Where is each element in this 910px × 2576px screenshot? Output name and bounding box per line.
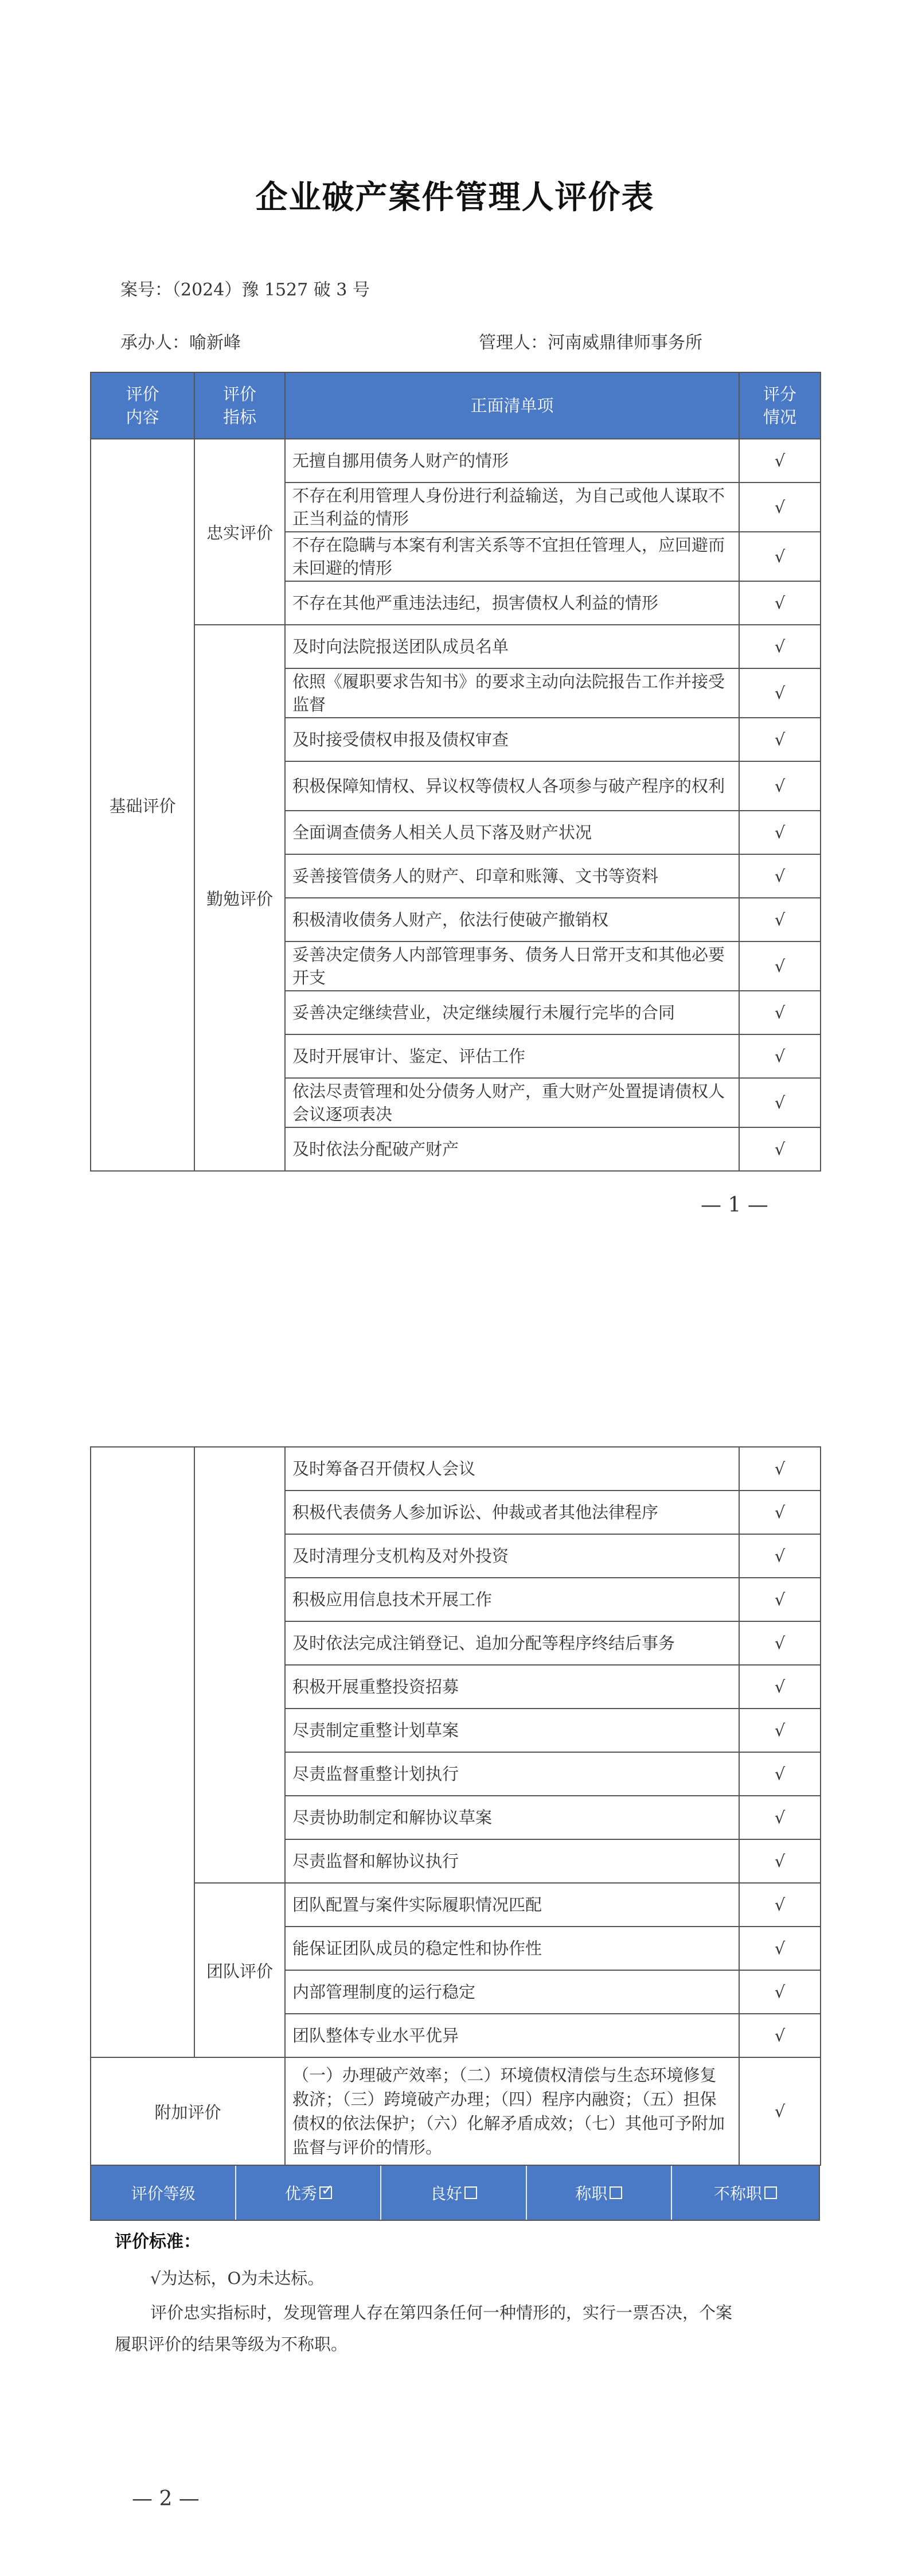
list-item: 依法尽责管理和处分债务人财产，重大财产处置提请债权人会议逐项表决: [285, 1078, 739, 1127]
list-item: 妥善接管债务人的财产、印章和账簿、文书等资料: [285, 854, 739, 898]
indicator-loyalty: 忠实评价: [194, 439, 285, 625]
check-mark: √: [739, 811, 821, 854]
list-item: 及时开展审计、鉴定、评估工作: [285, 1034, 739, 1078]
grade-excellent[interactable]: [236, 2166, 381, 2220]
list-item: 妥善决定债务人内部管理事务、债务人日常开支和其他必要开支: [285, 941, 739, 991]
check-mark: √: [739, 761, 821, 811]
list-item: 及时向法院报送团队成员名单: [285, 625, 739, 668]
list-item: 尽责监督重整计划执行: [285, 1752, 739, 1796]
indicator-diligence: 勤勉评价: [194, 625, 285, 1171]
list-item: 积极应用信息技术开展工作: [285, 1578, 739, 1621]
check-mark: √: [739, 625, 821, 668]
check-mark: √: [739, 1883, 821, 1927]
grade-bar: [90, 2165, 820, 2221]
check-mark: √: [739, 1534, 821, 1578]
grade-good-label: 良好: [430, 2184, 463, 2203]
evaluation-table-page1: [90, 372, 821, 1172]
header-score: 评分 情况: [739, 372, 821, 439]
check-mark: √: [739, 1578, 821, 1621]
checkbox-icon[interactable]: [764, 2186, 777, 2199]
list-item: 尽责监督和解协议执行: [285, 1839, 739, 1883]
grade-incompetent-label: 不称职: [713, 2184, 762, 2203]
check-mark: √: [739, 1796, 821, 1839]
grade-incompetent[interactable]: [672, 2166, 819, 2220]
check-mark: √: [739, 1970, 821, 2014]
list-item: 能保证团队成员的稳定性和协作性: [285, 1927, 739, 1970]
case-number: 案号：（2024）豫 1527 破 3 号: [120, 280, 370, 300]
standard-legend: √为达标，O为未达标。: [150, 2268, 325, 2288]
grade-good[interactable]: [381, 2166, 526, 2220]
indicator-team: 团队评价: [194, 1883, 285, 2057]
list-item: 积极保障知情权、异议权等债权人各项参与破产程序的权利: [285, 761, 739, 811]
grade-excellent-label: 优秀: [284, 2184, 317, 2203]
grade-competent[interactable]: [527, 2166, 672, 2220]
list-item: 团队整体专业水平优异: [285, 2014, 739, 2057]
check-mark: √: [739, 2014, 821, 2057]
checked-box-icon[interactable]: [319, 2186, 332, 2199]
list-item: 及时接受债权申报及债权审查: [285, 718, 739, 761]
check-mark: √: [739, 439, 821, 482]
additional-item: （一）办理破产效率；（二）环境债权清偿与生态环境修复救济；（三）跨境破产办理；（四）程序内融资；（五）担保债权的依法保护；（六）化解矛盾成效；（七）其他可予附加监督与评价的情形。: [285, 2057, 739, 2165]
grade-competent-label: 称职: [575, 2184, 608, 2203]
check-mark: √: [739, 2057, 821, 2165]
header-eval-indicator: 评价 指标: [194, 372, 285, 439]
table-header-row: [91, 372, 821, 439]
standard-rule-line1: 评价忠实指标时，发现管理人存在第四条任何一种情形的，实行一票否决，个案: [150, 2303, 733, 2322]
list-item: 全面调查债务人相关人员下落及财产状况: [285, 811, 739, 854]
check-mark: √: [739, 1447, 821, 1491]
list-item: 不存在其他严重违法违纪，损害债权人利益的情形: [285, 581, 739, 625]
check-mark: √: [739, 1078, 821, 1127]
check-mark: √: [739, 1709, 821, 1752]
table-row: [91, 1883, 821, 1927]
list-item: 内部管理制度的运行稳定: [285, 1970, 739, 2014]
page-title: 企业破产案件管理人评价表: [255, 178, 655, 216]
check-mark: √: [739, 1127, 821, 1171]
list-item: 尽责协助制定和解协议草案: [285, 1796, 739, 1839]
check-mark: √: [739, 1665, 821, 1709]
header-eval-content: 评价 内容: [91, 372, 194, 439]
list-item: 不存在利用管理人身份进行利益输送，为自己或他人谋取不正当利益的情形: [285, 482, 739, 532]
header-positive-list: 正面清单项: [285, 372, 739, 439]
list-item: 妥善决定继续营业，决定继续履行未履行完毕的合同: [285, 991, 739, 1034]
check-mark: √: [739, 1927, 821, 1970]
check-mark: √: [739, 898, 821, 941]
list-item: 无擅自挪用债务人财产的情形: [285, 439, 739, 482]
category-basic: 基础评价: [91, 439, 194, 1171]
list-item: 积极代表债务人参加诉讼、仲裁或者其他法律程序: [285, 1491, 739, 1534]
check-mark: √: [739, 532, 821, 581]
administrator: 管理人：河南威鼎律师事务所: [479, 333, 702, 353]
check-mark: √: [739, 1621, 821, 1665]
list-item: 及时依法完成注销登记、追加分配等程序终结后事务: [285, 1621, 739, 1665]
check-mark: √: [739, 1034, 821, 1078]
checkbox-icon[interactable]: [610, 2186, 622, 2199]
table-row: [91, 1447, 821, 1491]
checkbox-icon[interactable]: [464, 2186, 477, 2199]
check-mark: √: [739, 941, 821, 991]
check-mark: √: [739, 482, 821, 532]
check-mark: √: [739, 718, 821, 761]
list-item: 尽责制定重整计划草案: [285, 1709, 739, 1752]
grade-label: 评价等级: [91, 2166, 236, 2220]
page-number-1: — 1 —: [701, 1193, 768, 1217]
check-mark: √: [739, 1752, 821, 1796]
check-mark: √: [739, 581, 821, 625]
list-item: 不存在隐瞒与本案有利害关系等不宜担任管理人，应回避而未回避的情形: [285, 532, 739, 581]
handler: 承办人：喻新峰: [120, 333, 241, 353]
list-item: 及时筹备召开债权人会议: [285, 1447, 739, 1491]
list-item: 积极清收债务人财产，依法行使破产撤销权: [285, 898, 739, 941]
table-row-additional: [91, 2057, 821, 2165]
list-item: 积极开展重整投资招募: [285, 1665, 739, 1709]
category-basic-cont: [91, 1447, 194, 2057]
check-mark: √: [739, 1491, 821, 1534]
standard-title: 评价标准：: [115, 2232, 201, 2252]
category-additional: 附加评价: [91, 2057, 285, 2165]
list-item: 及时依法分配破产财产: [285, 1127, 739, 1171]
standard-rule-line2: 履职评价的结果等级为不称职。: [115, 2334, 348, 2354]
table-row: [91, 439, 821, 482]
list-item: 团队配置与案件实际履职情况匹配: [285, 1883, 739, 1927]
list-item: 依照《履职要求告知书》的要求主动向法院报告工作并接受监督: [285, 668, 739, 718]
check-mark: √: [739, 854, 821, 898]
table-row: [91, 625, 821, 668]
evaluation-table-page2: [90, 1446, 821, 2166]
check-mark: √: [739, 1839, 821, 1883]
check-mark: √: [739, 991, 821, 1034]
list-item: 及时清理分支机构及对外投资: [285, 1534, 739, 1578]
check-mark: √: [739, 668, 821, 718]
indicator-diligence-cont: [194, 1447, 285, 1883]
page-number-2: — 2 —: [132, 2487, 200, 2511]
